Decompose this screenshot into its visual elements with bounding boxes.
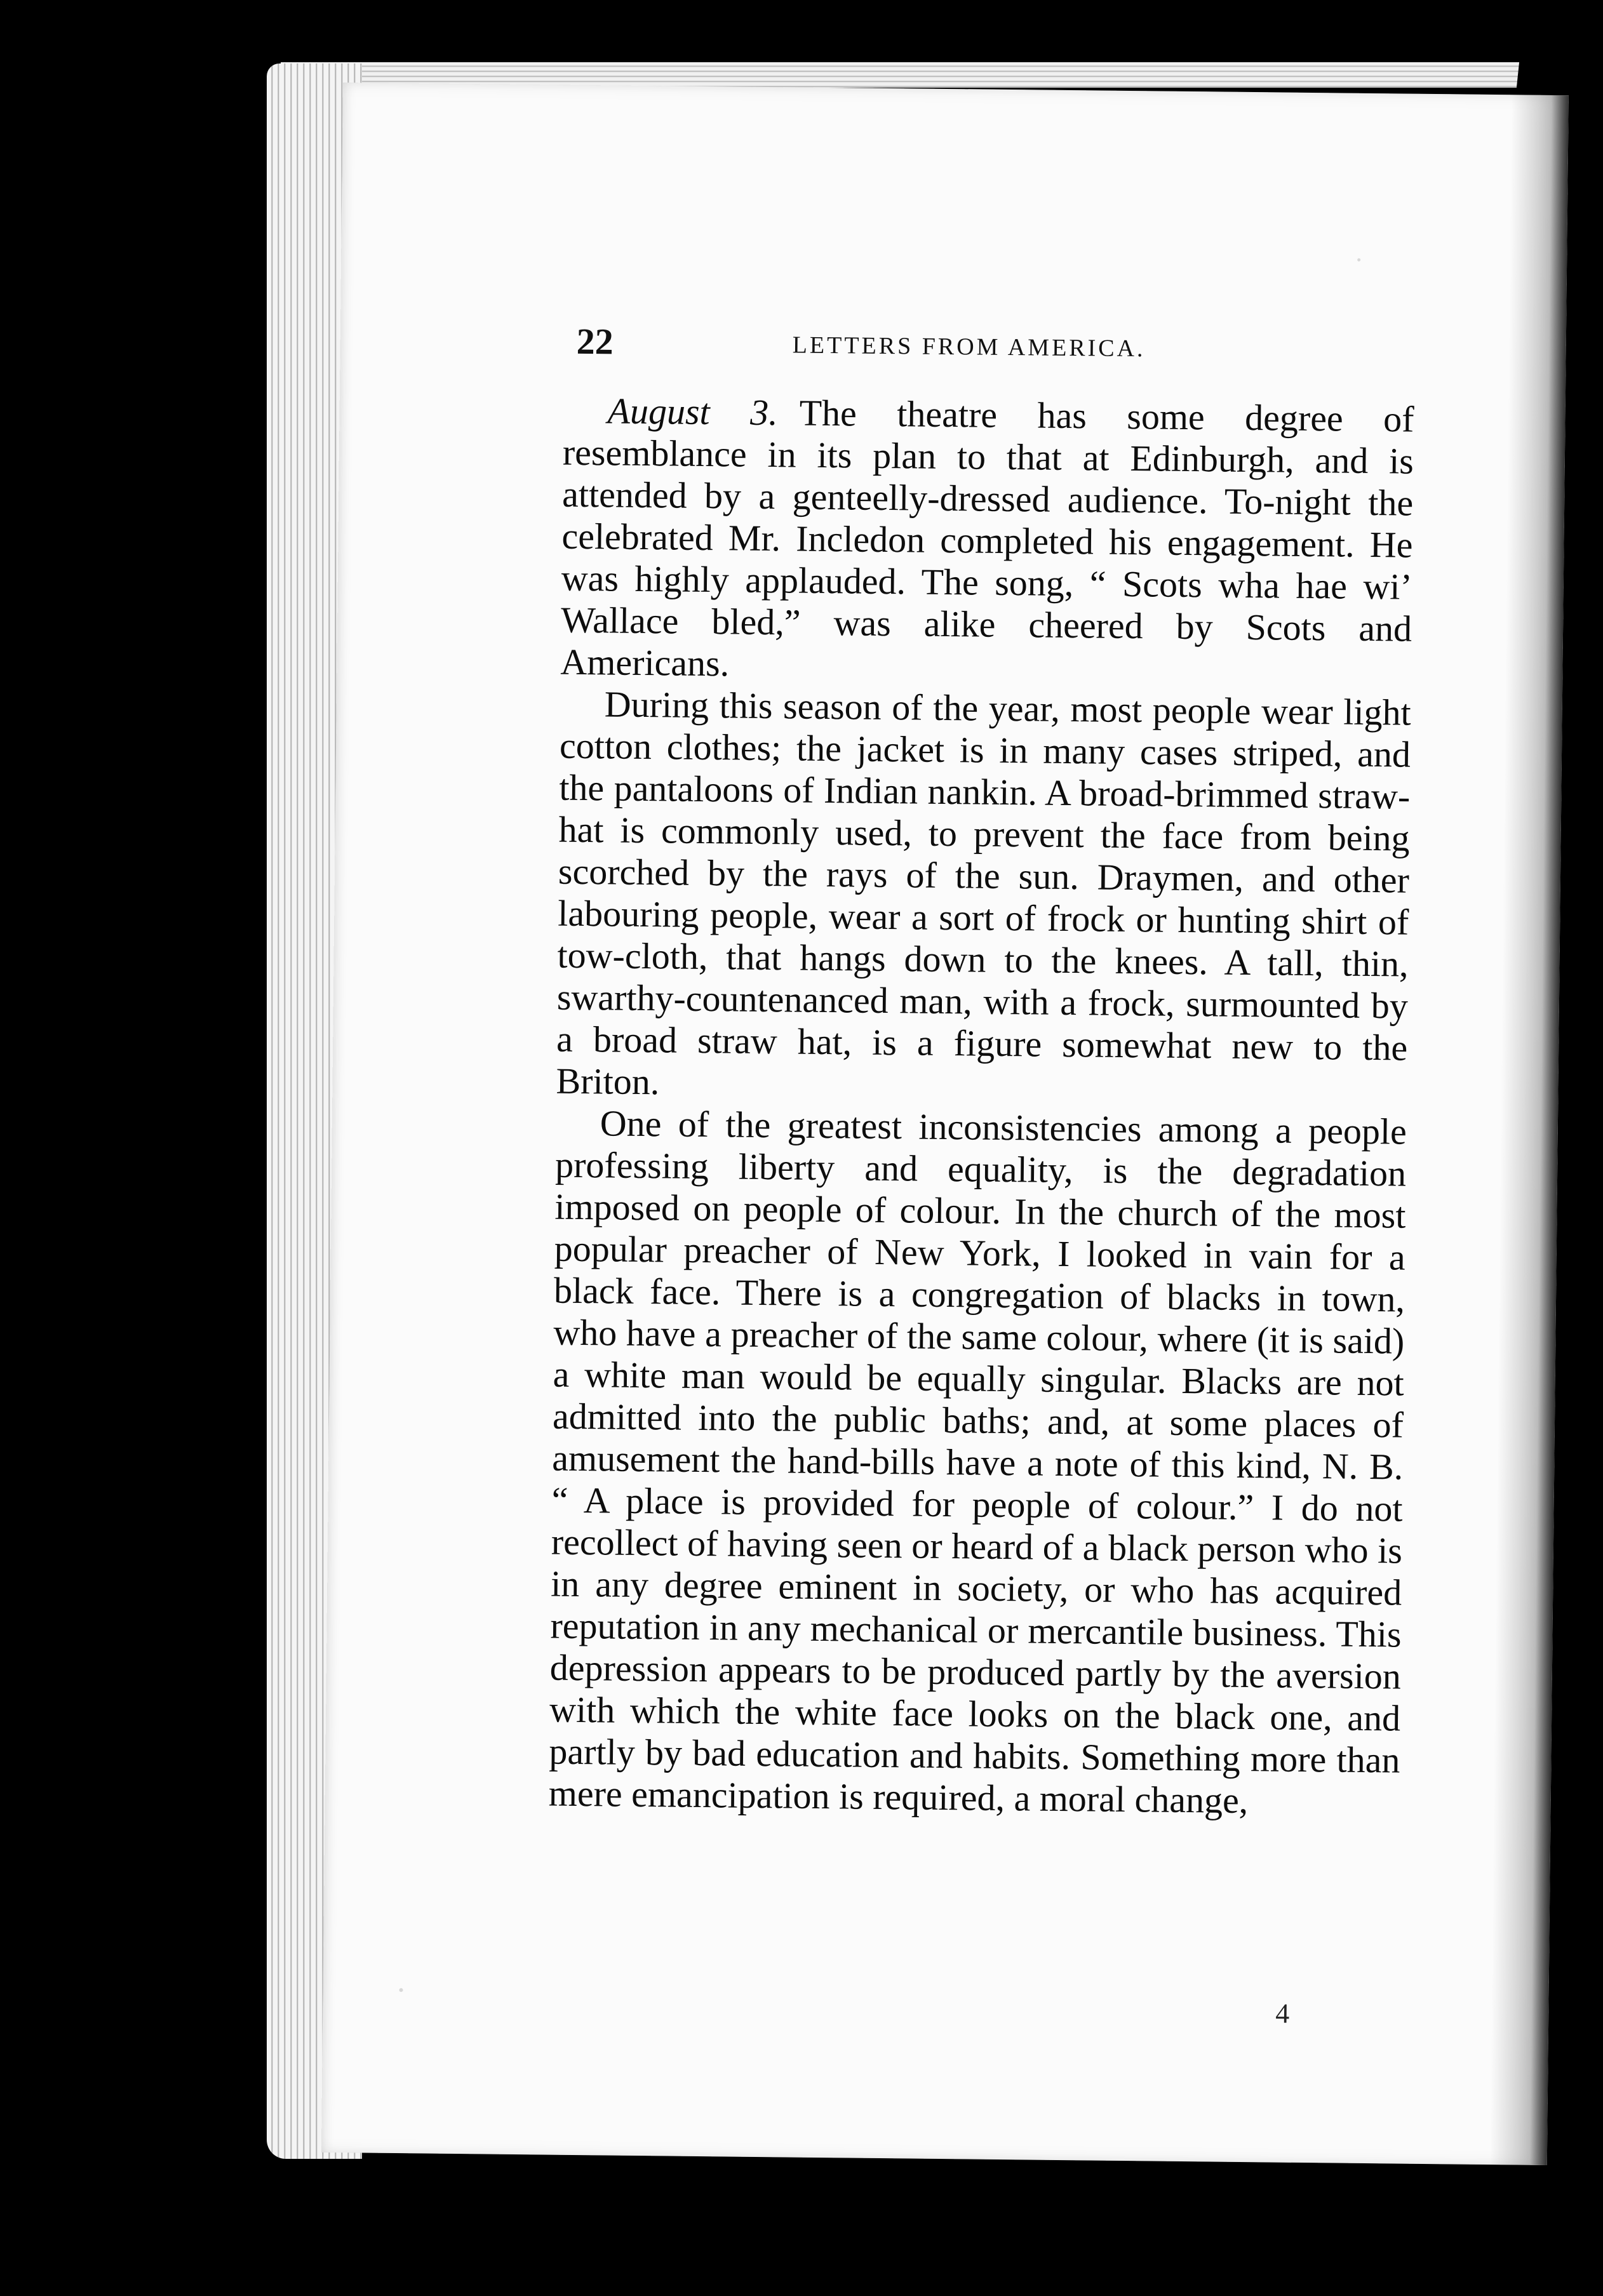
paragraph — [560, 390, 1414, 692]
book-page — [321, 83, 1569, 2165]
page-body-text — [548, 390, 1414, 1824]
paragraph-text: One of the greatest inconsistencies among a people professing liberty and equality, is the degradation imposed on people of colour. In the church of the most popular preacher of New York, I looked in vain for a black face. There is a congregation of blacks in town, who have a preacher of the same colour, where (it is said) a white man would be equally singular. Blacks are not admitted into the public baths; and, at some places of amusement the hand-bills have a note of this kind, N. B. “ A place is provided for people of colour.” I do not recollect of having seen or heard of a black person who is in any degree eminent in society, or who has acquired reputation in any mechanical or mercantile business. This depression appears to be produced partly by the aversion with which the white face looks on the black one, and partly by bad education and habits. Something more than mere emancipation is required, a moral change, — [548, 1102, 1407, 1822]
page-number: 22 — [576, 320, 614, 363]
paragraph — [556, 683, 1411, 1111]
paragraph — [548, 1102, 1407, 1824]
paper-speck — [1357, 258, 1360, 262]
paragraph-text: During this season of the year, most people wear light cotton clothes; the jacket is in many cases striped, and the pantaloons of Indian nankin. A broad-brimmed straw-hat is commonly used, to prevent the face from being scorched by the rays of the sun. Draymen, and other labouring people, wear a sort of frock or hunting shirt of tow-cloth, that hangs down to the knees. A tall, thin, swarthy-countenanced man, with a frock, surmounted by a broad straw hat, is a figure somewhat new to the Briton. — [556, 683, 1412, 1103]
signature-mark: 4 — [1275, 1998, 1290, 2029]
running-title: LETTERS FROM AMERICA. — [792, 331, 1146, 363]
page-gutter-shadow — [1490, 95, 1569, 2165]
page-header — [576, 320, 1561, 381]
paper-speck — [399, 1988, 403, 1992]
paragraph-text: The theatre has some degree of resemblance in its plan to that at Edinburgh, and is attended by a genteelly-dressed audience. To-night the celebrated Mr. Incledon completed his engagement. He was highly applauded. The song, “ Scots wha hae wi’ Wallace bled,” was alike cheered by Scots and Americans. — [560, 392, 1414, 684]
entry-date: August 3. — [607, 390, 779, 434]
